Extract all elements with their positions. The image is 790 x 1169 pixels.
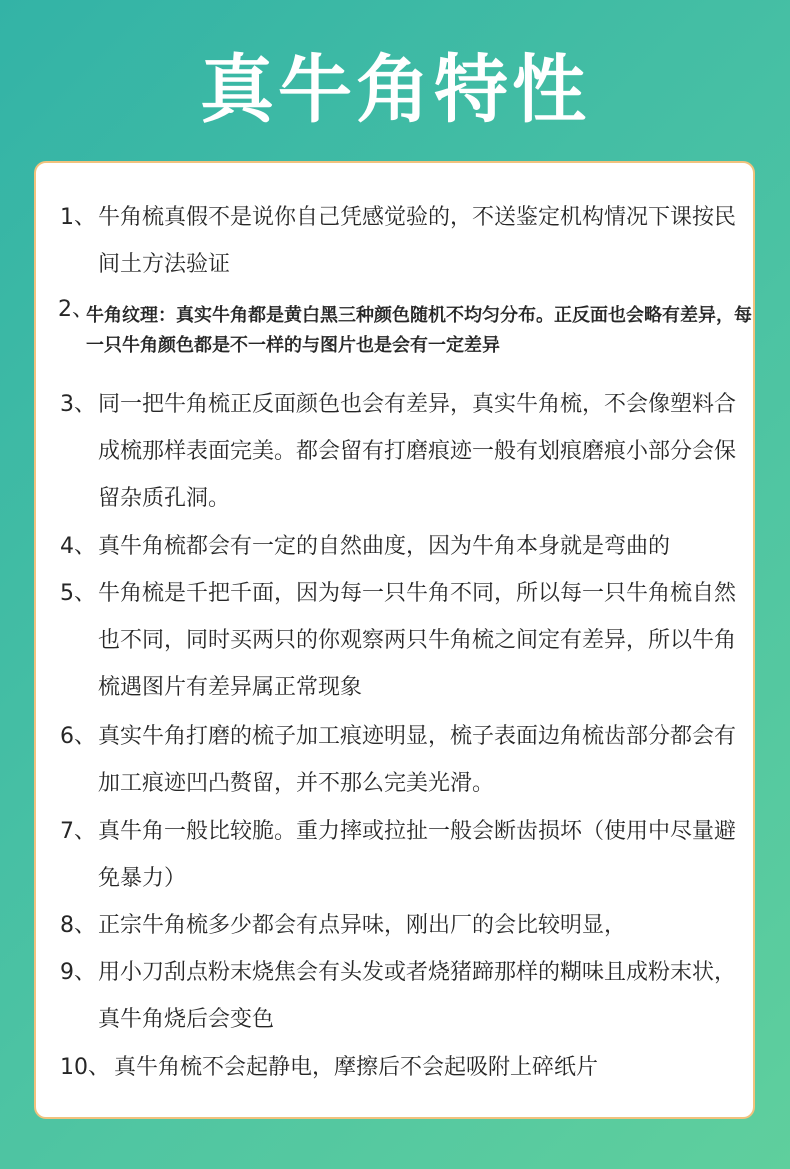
item-text: 牛角梳真假不是说你自己凭感觉验的，不送鉴定机构情况下课按民间土方法验证 [98,205,737,277]
item-number: 4、 [60,534,96,559]
item-number: 3、 [60,392,96,417]
list-item [60,570,750,711]
list-item [60,523,750,570]
item-number: 10、 [60,1055,110,1080]
item-text: 牛角梳是千把千面，因为每一只牛角不同，所以每一只牛角梳自然也不同，同时买两只的你观察两只牛角梳之间定有差异，所以牛角梳遇图片有差异属正常现象 [98,581,737,700]
item-number: 2、 [58,297,94,322]
item-text: 真牛角梳都会有一定的自然曲度，因为牛角本身就是弯曲的 [98,534,671,559]
item-text: 真实牛角打磨的梳子加工痕迹明显，梳子表面边角梳齿部分都会有加工痕迹凹凸赘留，并不那么完美光滑。 [98,724,737,796]
page-title: 真牛角特性 [200,47,590,133]
list-item [60,381,750,522]
list-item [60,1044,750,1091]
item-text: 真牛角一般比较脆。重力摔或拉扯一般会断齿损坏（使用中尽量避免暴力） [98,819,737,891]
list-item [58,297,758,361]
content-card [34,161,755,1119]
item-text: 真牛角梳不会起静电，摩擦后不会起吸附上碎纸片 [114,1055,599,1080]
item-number: 9、 [60,960,96,985]
item-text: 牛角纹理：真实牛角都是黄白黑三种颜色随机不均匀分布。正反面也会略有差异，每一只牛角颜色都是不一样的与图片也是会有一定差异 [86,305,752,356]
item-number: 7、 [60,819,96,844]
list-item [60,902,750,949]
item-text: 用小刀刮点粉末烧焦会有头发或者烧猪蹄那样的糊味且成粉末状，真牛角烧后会变色 [98,960,737,1032]
list-item [60,808,750,902]
list-item [60,713,750,807]
item-text: 正宗牛角梳多少都会有点异味，刚出厂的会比较明显， [98,913,627,938]
item-number: 1、 [60,205,96,230]
item-number: 8、 [60,913,96,938]
list-item [60,194,750,288]
item-number: 5、 [60,581,96,606]
item-number: 6、 [60,724,96,749]
item-text: 同一把牛角梳正反面颜色也会有差异，真实牛角梳，不会像塑料合成梳那样表面完美。都会留有打磨痕迹一般有划痕磨痕小部分会保留杂质孔洞。 [98,392,737,511]
list-item [60,949,750,1043]
